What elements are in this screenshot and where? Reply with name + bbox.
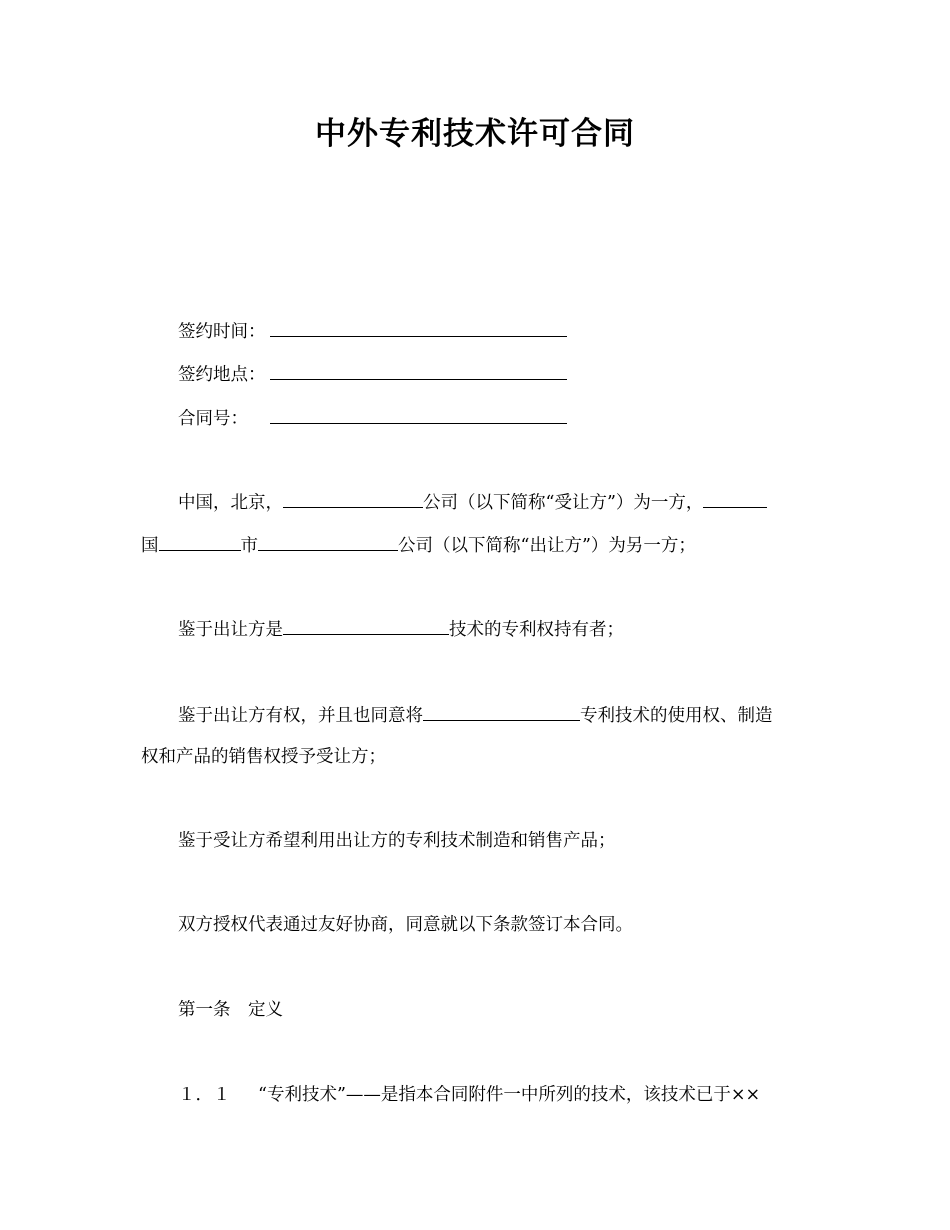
patent-technology-blank xyxy=(423,702,580,721)
article-1-heading xyxy=(178,997,283,1023)
assignor-country-blank-part xyxy=(703,489,767,508)
whereas-2-text-c: 权和产品的销售权授予受让方； xyxy=(141,747,386,767)
parties-line-2 xyxy=(141,532,696,559)
assignor-country-blank xyxy=(159,532,241,551)
article-1-heading-text: 第一条 定义 xyxy=(178,1000,283,1020)
whereas-2-text-b: 专利技术的使用权、制造 xyxy=(580,706,773,726)
clause-1-1-number: １．１ xyxy=(178,1085,231,1105)
whereas-1-text-a: 鉴于出让方是 xyxy=(178,620,283,640)
whereas-1-text-b: 技术的专利权持有者； xyxy=(449,620,624,640)
sign-place-label: 签约地点： xyxy=(178,365,266,385)
whereas-1 xyxy=(178,616,624,643)
technology-name-blank xyxy=(283,616,449,635)
parties-text-1b: 公司（以下简称“受让方”）为一方， xyxy=(423,493,704,513)
contract-no-blank xyxy=(270,405,567,424)
sign-time-label: 签约时间： xyxy=(178,322,266,342)
document-title: 中外专利技术许可合同 xyxy=(315,116,635,152)
parties-text-2b: 市 xyxy=(240,536,258,556)
parties-line-1 xyxy=(178,489,767,516)
whereas-2-text-a: 鉴于出让方有权，并且也同意将 xyxy=(178,706,423,726)
whereas-3-text: 鉴于受让方希望利用出让方的专利技术制造和销售产品； xyxy=(178,831,616,851)
assignee-company-blank xyxy=(283,489,423,508)
parties-text-1a: 中国，北京， xyxy=(178,493,283,513)
clause-1-1 xyxy=(178,1082,760,1108)
parties-text-2a: 国 xyxy=(141,536,159,556)
whereas-2-line-1 xyxy=(178,702,773,729)
clause-1-1-text: “专利技术”——是指本合同附件一中所列的技术，该技术已于×× xyxy=(258,1085,761,1105)
whereas-3 xyxy=(178,828,616,854)
contract-no-label: 合同号： xyxy=(178,409,248,429)
assignor-city-company-blank xyxy=(258,532,398,551)
sign-place-blank xyxy=(270,361,567,380)
agreement-statement xyxy=(178,912,633,938)
agreement-text: 双方授权代表通过友好协商，同意就以下条款签订本合同。 xyxy=(178,915,633,935)
sign-place-row xyxy=(178,361,567,388)
contract-no-row xyxy=(178,405,567,432)
parties-text-2c: 公司（以下简称“出让方”）为另一方； xyxy=(398,536,696,556)
whereas-2-line-2 xyxy=(141,744,386,770)
sign-time-row xyxy=(178,318,567,345)
sign-time-blank xyxy=(270,318,567,337)
